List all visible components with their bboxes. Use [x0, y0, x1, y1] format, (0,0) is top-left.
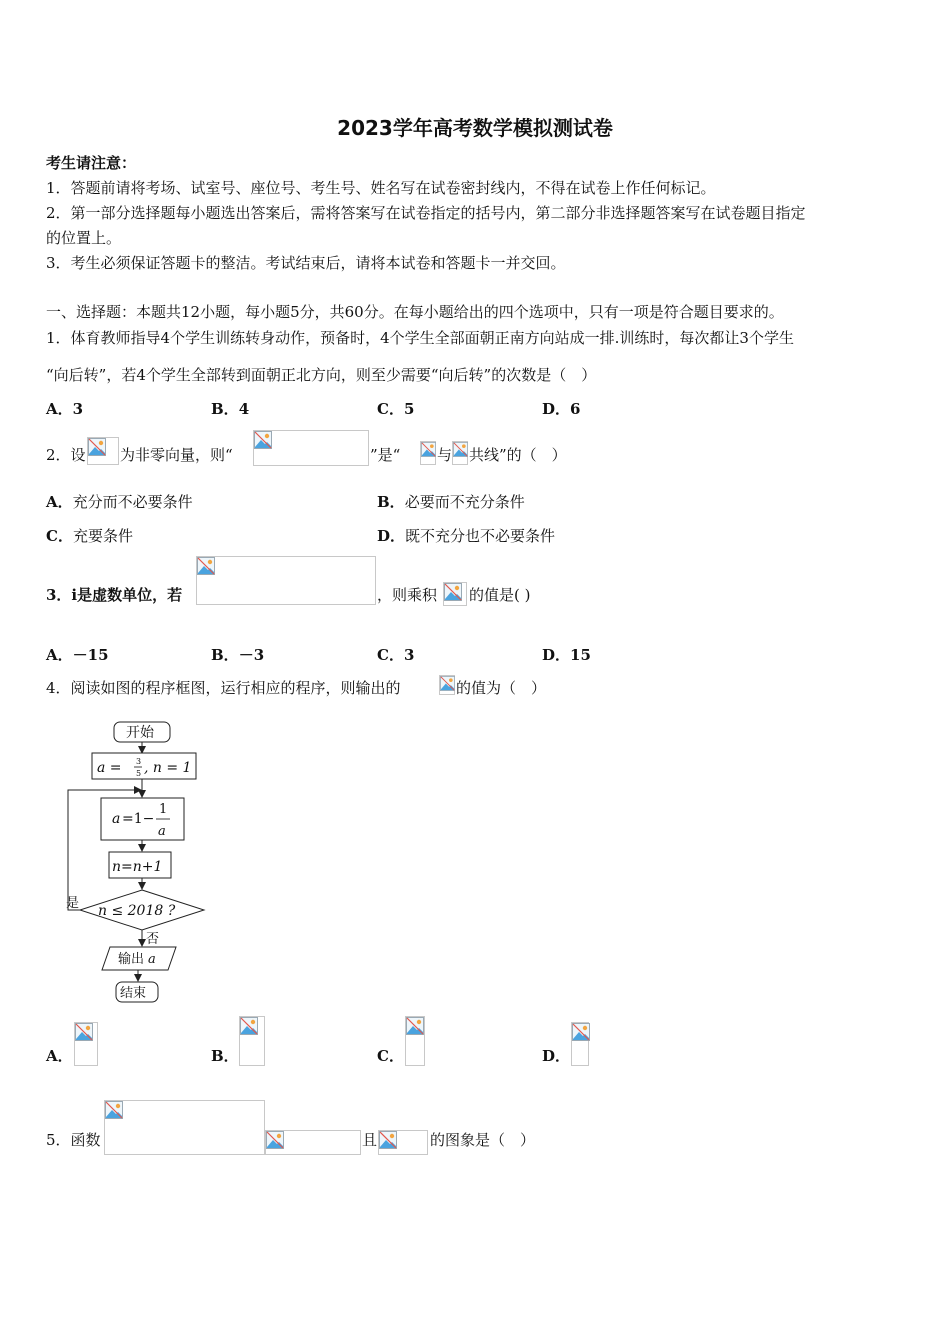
q1-line-1: 1．体育教师指导4个学生训练转身动作，预备时，4个学生全部面朝正南方向站成一排.训练时，每次都让3个学生 — [46, 329, 794, 347]
broken-image-icon — [254, 431, 272, 449]
q3-option-d: D．15 — [542, 646, 591, 664]
flowchart-output-var: a — [148, 952, 156, 967]
q5-domain-image — [265, 1130, 361, 1155]
q3-equation-image — [196, 556, 376, 605]
q3-product-image — [443, 582, 467, 606]
q3-option-b: B．－3 — [211, 646, 265, 664]
q5-text-3: 的图象是（ ） — [430, 1131, 536, 1149]
flowchart-init-n: , n = 1 — [144, 760, 192, 776]
page-title: 2023学年高考数学模拟测试卷 — [337, 116, 613, 140]
q4-option-d-image — [571, 1022, 589, 1066]
notice-item-1: 1．答题前请将考场、试室号、座位号、考生号、姓名写在试卷密封线内，不得在试卷上作任何标记。 — [46, 179, 716, 197]
broken-image-icon — [572, 1023, 590, 1041]
broken-image-icon — [406, 1017, 424, 1035]
q4-option-d-label: D． — [542, 1047, 571, 1065]
broken-image-icon — [266, 1131, 284, 1149]
q4-option-b-image — [239, 1016, 265, 1066]
flowchart-init-num: 3 — [136, 757, 142, 766]
broken-image-icon — [197, 557, 215, 575]
q2-option-b: B．必要而不充分条件 — [377, 493, 525, 511]
notice-heading: 考生请注意： — [46, 154, 137, 172]
q2-vector-a-image — [420, 441, 436, 465]
q1-line-2: “向后转”，若4个学生全部转到面朝正北方向，则至少需要“向后转”的次数是（ ） — [46, 366, 597, 384]
q5-function-image — [104, 1100, 265, 1155]
broken-image-icon — [75, 1023, 93, 1041]
notice-item-2-cont: 的位置上。 — [46, 229, 122, 247]
flowchart-update-n: n=n+1 — [112, 859, 163, 875]
q4-option-c-label: C． — [377, 1047, 404, 1065]
broken-image-icon — [453, 442, 468, 457]
q5-condition-image — [378, 1130, 428, 1155]
q4-text-2: 的值为（ ） — [456, 679, 547, 697]
q2-text-3: ”是“ — [370, 446, 401, 464]
q2-text-5: 共线”的（ ） — [469, 446, 567, 464]
q2-vector-b-image — [452, 441, 468, 465]
flowchart-output-label: 输出 — [118, 952, 145, 967]
q2-vector-image — [87, 437, 119, 465]
q3-option-a: A．－15 — [46, 646, 109, 664]
flowchart — [60, 716, 220, 1008]
q3-text-1: 3．i是虚数单位，若 — [46, 586, 183, 604]
broken-image-icon — [421, 442, 436, 457]
broken-image-icon — [105, 1101, 123, 1119]
broken-image-icon — [440, 676, 455, 691]
flowchart-init-a: a = — [97, 760, 122, 776]
q4-option-c-image — [405, 1016, 425, 1066]
q4-text-1: 4．阅读如图的程序框图，运行相应的程序，则输出的 — [46, 679, 401, 697]
notice-item-2: 2．第一部分选择题每小题选出答案后，需将答案写在试卷指定的括号内，第二部分非选择题答案写在试卷题目指定 — [46, 204, 806, 222]
q3-text-3: 的值是( ) — [469, 586, 531, 604]
q3-option-c: C．3 — [377, 646, 415, 664]
flowchart-init-den: 5 — [136, 769, 142, 778]
q1-option-b: B．4 — [211, 400, 250, 418]
flowchart-yes-label: 是 — [66, 896, 80, 911]
q5-text-1: 5．函数 — [46, 1131, 101, 1149]
q2-text-1: 2．设 — [46, 446, 86, 464]
q2-option-d: D．既不充分也不必要条件 — [377, 527, 556, 545]
flowchart-end-label: 结束 — [120, 986, 147, 1001]
flowchart-update-a-den: a — [158, 824, 166, 839]
broken-image-icon — [379, 1131, 397, 1149]
q1-option-a: A．3 — [46, 400, 84, 418]
flowchart-update-a-num: 1 — [159, 802, 168, 817]
flowchart-no-label: 否 — [146, 932, 160, 947]
flowchart-update-a-eq: =1− — [122, 811, 155, 827]
broken-image-icon — [88, 438, 106, 456]
broken-image-icon — [444, 583, 462, 601]
q2-text-2: 为非零向量，则“ — [120, 446, 233, 464]
q3-text-2: ，则乘积 — [377, 586, 438, 604]
q4-option-a-image — [74, 1022, 98, 1066]
q2-option-c: C．充要条件 — [46, 527, 133, 545]
q2-condition-image — [253, 430, 369, 466]
q1-option-d: D．6 — [542, 400, 581, 418]
flowchart-update-a-lhs: a — [112, 811, 121, 827]
q2-option-a: A．充分而不必要条件 — [46, 493, 193, 511]
flowchart-start-label: 开始 — [126, 725, 154, 741]
q5-text-2: 且 — [362, 1131, 378, 1149]
notice-item-3: 3．考生必须保证答题卡的整洁。考试结束后，请将本试卷和答题卡一并交回。 — [46, 254, 566, 272]
broken-image-icon — [240, 1017, 258, 1035]
section-heading: 一、选择题：本题共12小题，每小题5分，共60分。在每小题给出的四个选项中，只有一项是符合题目要求的。 — [46, 303, 784, 321]
q4-option-a-label: A． — [46, 1047, 73, 1065]
flowchart-condition-label: n ≤ 2018 ? — [98, 903, 176, 919]
q4-variable-image — [439, 675, 455, 695]
q4-option-b-label: B． — [211, 1047, 239, 1065]
q2-text-4: 与 — [437, 446, 453, 464]
q1-option-c: C．5 — [377, 400, 415, 418]
